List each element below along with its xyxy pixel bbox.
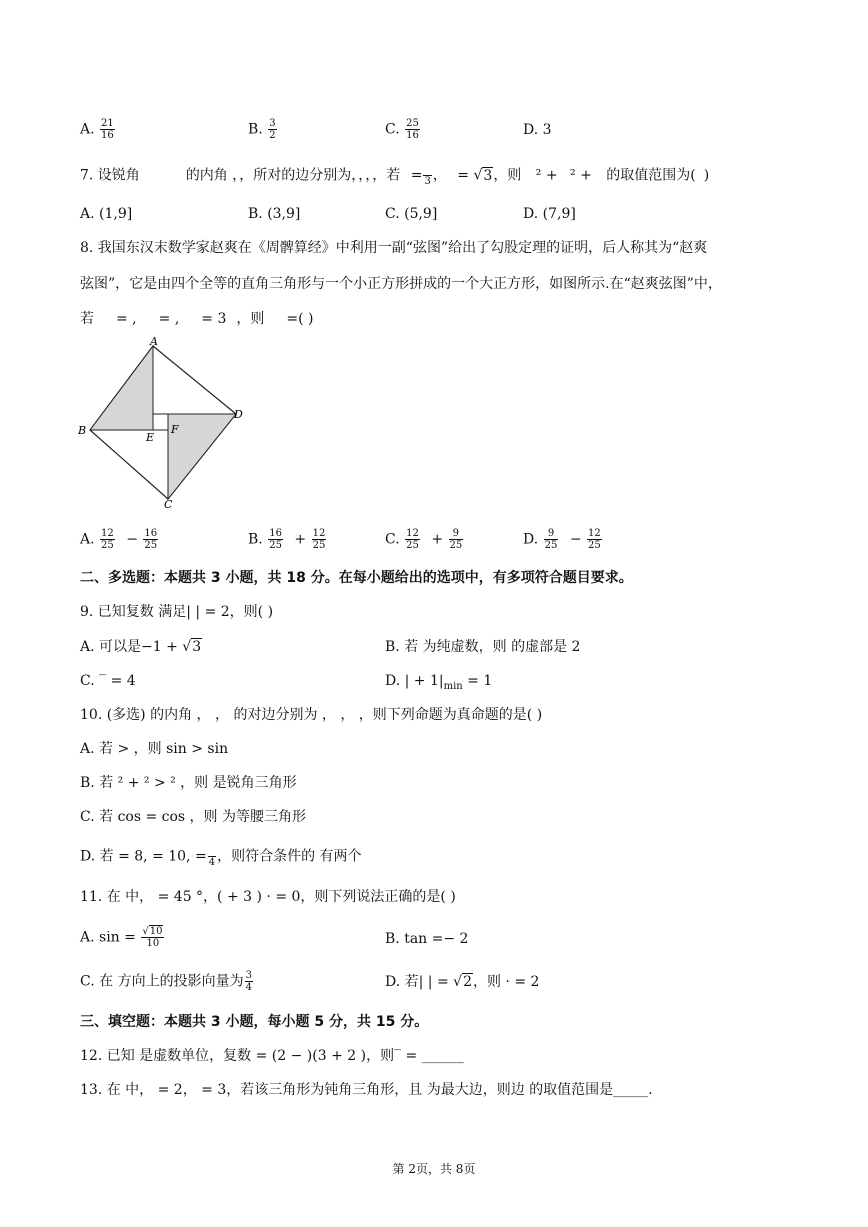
q7-option-a: A. (1,9] [80,206,133,222]
q8-option-d: D. $\frac{9}{25}$ − $\frac{12}{25}$ [523,528,601,551]
label-F: F [171,423,179,436]
q9-option-a: A. 可以是−1 + √3 [80,639,202,655]
q10-option-b: B. 若 ² + ² > ² ，则 是锐角三角形 [80,775,297,791]
section-3-heading: 三、填空题：本题共 3 小题，每小题 5 分，共 15 分。 [80,1014,429,1030]
q8-option-c: C. $\frac{12}{25}$ + $\frac{9}{25}$ [385,528,463,551]
section-2-heading: 二、多选题：本题共 3 小题，共 18 分。在每小题给出的选项中，有多项符合题目要求。 [80,570,633,586]
q11-option-d: D. 若| | = √2，则 · = 2 [385,974,540,990]
q8-option-b: B. $\frac{16}{25}$ + $\frac{12}{25}$ [248,528,326,551]
question-12: 12. 已知 是虚数单位，复数 = (2 − )(3 + 2 )，则‾ = ______ [80,1048,464,1064]
q7-option-c: C. (5,9] [385,206,438,222]
q8-option-a: A. $\frac{12}{25}$ − $\frac{16}{25}$ [80,528,158,551]
q6-option-d: D. 3 [523,122,552,138]
q10-option-d: D. 若 = 8, = 10, = 4 ，则符合条件的 有两个 [80,845,362,868]
q10-option-c: C. 若 cos = cos ，则 为等腰三角形 [80,809,307,825]
page-footer: 第 2页，共 8页 [392,1162,476,1176]
label-A: A [150,336,158,348]
q9-option-b: B. 若 为纯虚数，则 的虚部是 2 [385,639,581,655]
zhao-shuang-diagram [74,336,254,511]
question-7-stem: 7. 设锐角 的内角 ，，所对的边分别为，，，，若 = 3 ， = √3，则 ² + ² + 的取值范围为( ) [80,164,709,187]
question-10-stem: 10. (多选) 的内角 ， ， 的对边分别为 ， ， ，则下列命题为真命题的是( ) [80,707,543,723]
q11-option-b: B. tan =− 2 [385,931,469,947]
label-D: D [234,408,243,421]
q9-option-d: D. | + $1|_{min} = 1$ [385,673,493,692]
label-B: B [78,424,87,437]
q6-option-a: A. $\frac{21}{16}$ [80,118,114,141]
shaded-triangle-top-left [90,346,153,430]
question-13: 13. 在 中， = 2， = 3，若该三角形为钝角三角形，且 为最大边，则边 的取值范围是_____. [80,1082,653,1098]
q9-option-c: C. ‾ = 4 [80,673,136,689]
q6-option-b: B. $\frac{3}{2}$ [248,118,276,141]
question-9-stem: 9. 已知复数 满足| | = 2，则( ) [80,604,274,620]
question-8-line3: 若 = , = , = 3 ，则 =( ) [80,311,314,327]
question-8-line1: 8. 我国东汉末数学家赵爽在《周髀算经》中利用一副“弦图”给出了勾股定理的证明，后人称其为“赵爽 [80,240,708,256]
q7-option-b: B. (3,9] [248,206,301,222]
q7-option-d: D. (7,9] [523,206,576,222]
q11-option-c: C. 在 方向上的投影向量为 $\frac{3}{4}$ [80,970,252,993]
small-square [153,414,168,430]
label-E: E [146,431,155,444]
question-11-stem: 11. 在 中， = 45 °，( + 3 ) · = 0，则下列说法正确的是( ) [80,889,456,905]
label-C: C [164,498,173,511]
q6-option-c: C. $\frac{25}{16}$ [385,118,419,141]
question-8-line2: 弦图”，它是由四个全等的直角三角形与一个小正方形拼成的一个大正方形，如图所示.在“赵爽弦图”中， [80,276,722,292]
q11-option-a: A. sin = $\frac{√10}{10}$ [80,926,163,949]
q10-option-a: A. 若 > ，则 sin > sin [80,741,229,757]
